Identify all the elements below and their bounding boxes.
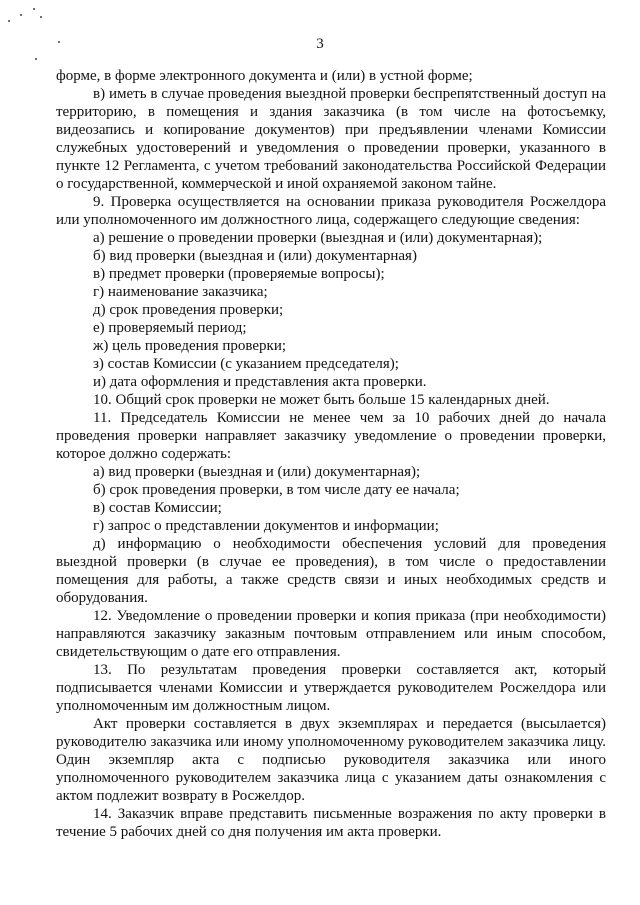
list-item: б) срок проведения проверки, в том числе дату ее начала; [93, 482, 460, 498]
scan-speck [20, 14, 22, 16]
paragraph: 12. Уведомление о проведении проверки и копия приказа (при необходимости) направляются заказчику заказным почтовым отправлением или иным способом, свидетельствующим о дате его отправления. [56, 608, 606, 660]
scan-speck [33, 8, 35, 10]
scan-speck [8, 20, 10, 22]
list-item: в) состав Комиссии; [93, 500, 222, 516]
paragraph: в) иметь в случае проведения выездной проверки беспрепятственный доступ на территорию, в помещения и здания заказчика (в том числе на фотосъемку, видеозапись и копирование документов) при предъявлении членами Комиссии служебных удостоверений и уведомления о проведении проверки, указанного в пункте 12 Регламента, с учетом требований законодательства Российской Федерации о государственной, коммерческой и иной охраняемой законом тайне. [56, 86, 606, 192]
list-item: а) решение о проведении проверки (выездная и (или) документарная); [93, 230, 543, 246]
list-item: а) вид проверки (выездная и (или) документарная); [93, 464, 421, 480]
list-item: б) вид проверки (выездная и (или) документарная) [93, 248, 417, 264]
paragraph: 11. Председатель Комиссии не менее чем за 10 рабочих дней до начала проведения проверки направляет заказчику уведомление о проведении проверки, которое должно содержать: [56, 410, 606, 462]
scan-speck [40, 16, 42, 18]
paragraph: д) информацию о необходимости обеспечения условий для проведения выездной проверки (в случае ее проведения), в том числе о предоставлении помещения для работы, а также средств связи и иных необходимых средств и оборудования. [56, 536, 606, 606]
scan-speck [35, 58, 37, 60]
paragraph: 14. Заказчик вправе представить письменные возражения по акту проверки в течение 5 рабочих дней со дня получения им акта проверки. [56, 806, 606, 840]
paragraph: форме, в форме электронного документа и (или) в устной форме; [56, 68, 473, 84]
paragraph: 10. Общий срок проверки не может быть больше 15 календарных дней. [93, 392, 550, 408]
document-body [56, 67, 606, 841]
list-item: д) срок проведения проверки; [93, 302, 284, 318]
page-number: 3 [316, 36, 324, 52]
list-item: г) наименование заказчика; [93, 284, 268, 300]
paragraph: 13. По результатам проведения проверки составляется акт, который подписывается членами Комиссии и утверждается руководителем Росжелдора или уполномоченным им должностным лицом. [56, 662, 606, 714]
paragraph: 9. Проверка осуществляется на основании приказа руководителя Росжелдора или уполномоченного им должностного лица, содержащего следующие сведения: [56, 194, 606, 228]
list-item: е) проверяемый период; [93, 320, 247, 336]
list-item: ж) цель проведения проверки; [93, 338, 287, 354]
list-item: в) предмет проверки (проверяемые вопросы); [93, 266, 385, 282]
list-item: и) дата оформления и представления акта проверки. [93, 374, 427, 390]
paragraph: Акт проверки составляется в двух экземплярах и передается (высылается) руководителю заказчика или иному уполномоченному руководителем заказчика лицу. Один экземпляр акта с подписью руководителя заказчика или иного уполномоченного руководителем заказчика лица с указанием даты ознакомления с актом подлежит возврату в Росжелдор. [56, 716, 606, 804]
list-item: г) запрос о представлении документов и информации; [93, 518, 439, 534]
list-item: з) состав Комиссии (с указанием председателя); [93, 356, 399, 372]
